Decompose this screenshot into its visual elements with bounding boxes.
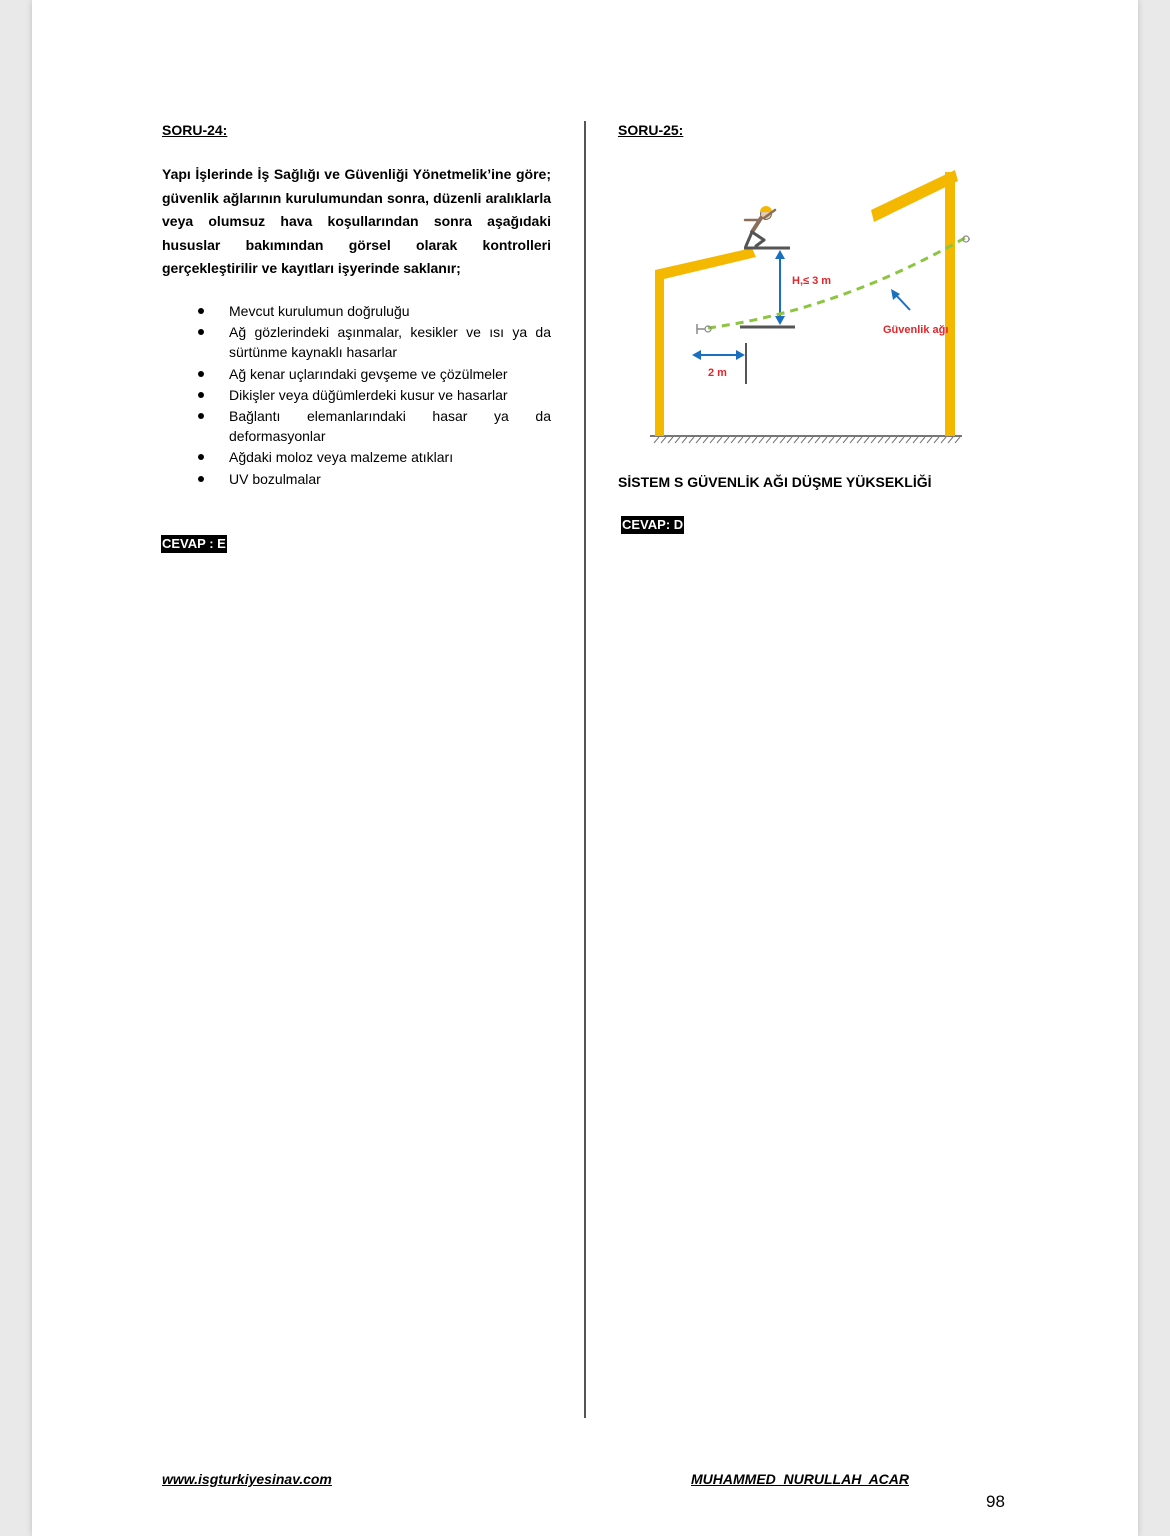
left-building-frame: [655, 248, 756, 436]
inspection-list: [162, 301, 551, 490]
list-item: Ağ gözlerindeki aşınmalar, kesikler ve ısı ya da sürtünme kaynaklı hasarlar: [162, 322, 551, 362]
list-item: Bağlantı elemanlarındaki hasar ya da deformasyonlar: [162, 406, 551, 446]
list-item: Dikişler veya düğümlerdeki kusur ve hasarlar: [162, 385, 551, 405]
falling-worker-icon: [745, 206, 775, 246]
figure-caption: SİSTEM S GÜVENLİK AĞI DÜŞME YÜKSEKLİĞİ: [618, 474, 932, 490]
question-24-intro: Yapı İşlerinde İş Sağlığı ve Güvenliği Yönetmelik’ine göre; güvenlik ağlarının kurulumundan sonra, düzenli aralıklarla veya olumsuz hava koşullarından sonra aşağıdaki hususlar bakımından görsel olarak kontrolleri gerçekleştirilir ve kayıtları işyerinde saklanır;: [162, 166, 551, 276]
question-24-title: SORU-24:: [162, 122, 228, 138]
page-number: 98: [986, 1492, 1005, 1511]
height-label: H,≤ 3 m: [792, 275, 832, 287]
column-divider: [584, 121, 586, 1418]
author-name: MUHAMMED NURULLAH ACAR: [691, 1471, 910, 1487]
safety-net-diagram: [640, 160, 970, 452]
document-page: [32, 0, 1138, 1536]
net-label: Güvenlik ağı: [883, 324, 949, 336]
list-item: UV bozulmalar: [162, 469, 551, 489]
list-item: Mevcut kurulumun doğruluğu: [162, 301, 551, 321]
answer-24: CEVAP : E: [162, 536, 226, 551]
list-item: Ağ kenar uçlarındaki gevşeme ve çözülmeler: [162, 364, 551, 384]
right-building-frame: [871, 170, 958, 436]
answer-25: CEVAP: D: [622, 517, 684, 532]
ground-line: [650, 436, 962, 443]
list-item: Ağdaki moloz veya malzeme atıkları: [162, 447, 551, 467]
distance-arrow: [692, 350, 745, 360]
question-25-title: SORU-25:: [618, 122, 684, 138]
net-pointer-arrow: [891, 289, 910, 310]
website-link[interactable]: www.isgturkiyesinav.com: [162, 1471, 332, 1487]
distance-label: 2 m: [708, 367, 727, 379]
